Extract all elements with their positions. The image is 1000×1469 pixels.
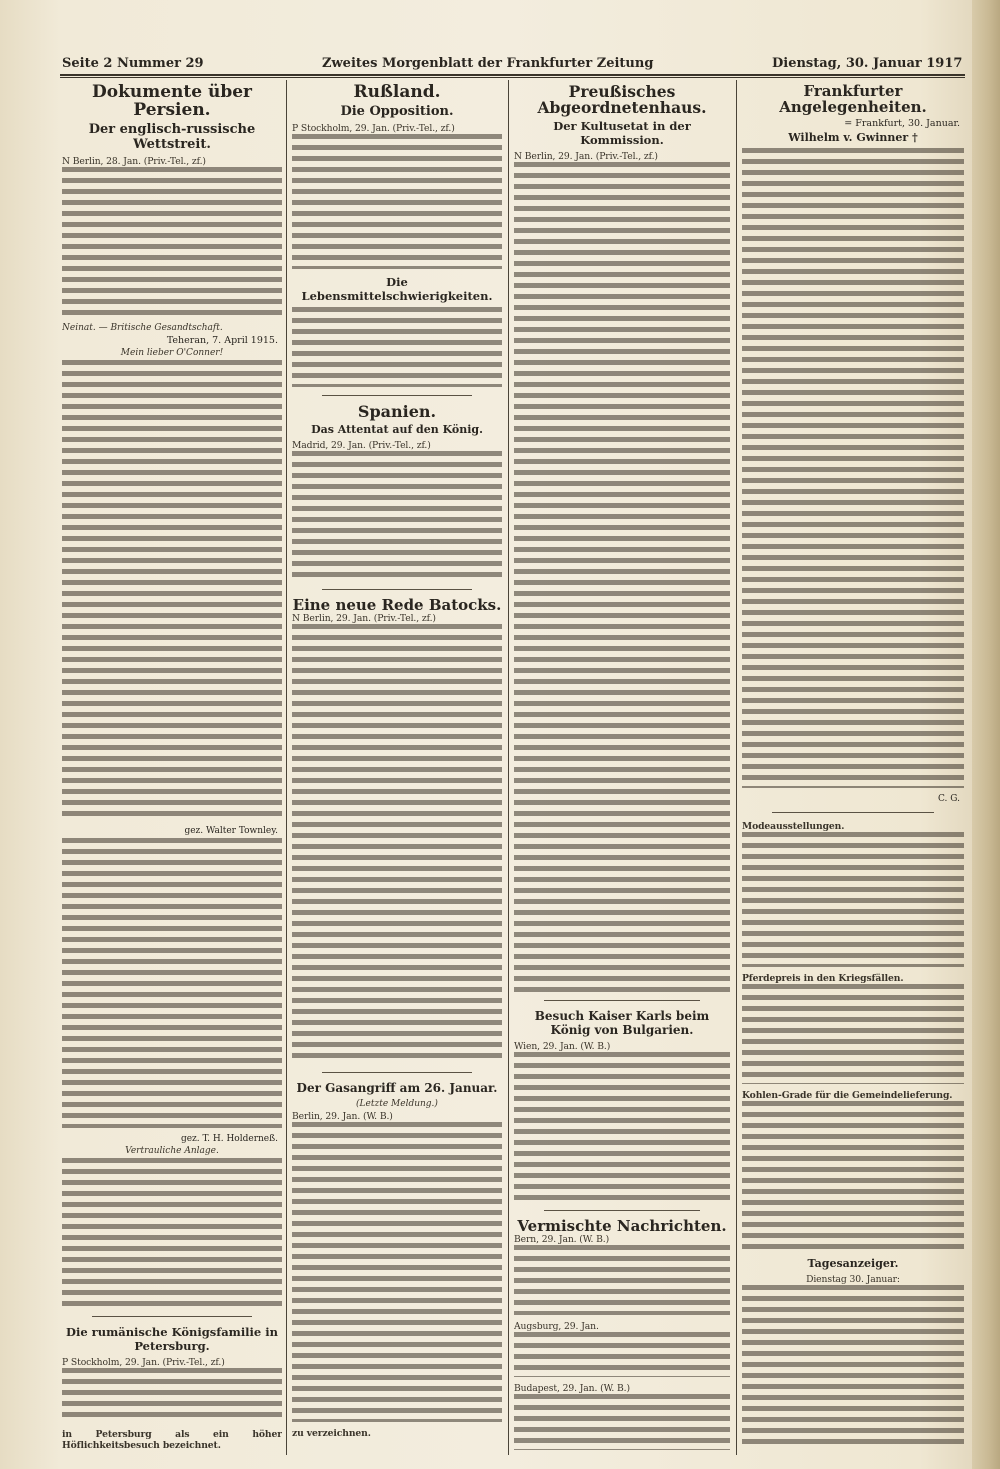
dateline: Budapest, 29. Jan. (W. B.) bbox=[514, 1383, 630, 1395]
annex-label: Vertrauliche Anlage. bbox=[125, 1145, 219, 1156]
dateline: Wien, 29. Jan. (W. B.) bbox=[514, 1040, 611, 1052]
signature: gez. Walter Townley. bbox=[184, 825, 278, 836]
separator bbox=[544, 1000, 700, 1001]
subhead-food: Die Lebensmittelschwierigkeiten. bbox=[301, 274, 493, 303]
dateline: Berlin, 29. Jan. (W. B.) bbox=[292, 1111, 393, 1123]
article-text bbox=[514, 1394, 730, 1450]
subhead-kultus: Der Kultusetat in der Kommission. bbox=[553, 118, 691, 147]
subhead-gas-attack: Der Gasangriff am 26. Januar. bbox=[296, 1081, 498, 1096]
masthead-rule bbox=[60, 74, 965, 76]
headline-spain: Spanien. bbox=[357, 401, 437, 421]
column-4 bbox=[742, 80, 964, 1450]
dateline: = Frankfurt, 30. Januar. bbox=[844, 117, 960, 129]
edition-title: Zweites Morgenblatt der Frankfurter Zeitung bbox=[322, 56, 654, 71]
article-text bbox=[62, 360, 282, 820]
column-rule bbox=[508, 80, 509, 1455]
article-text bbox=[514, 1332, 730, 1377]
subhead-opposition: Die Opposition. bbox=[340, 103, 454, 119]
article-text bbox=[514, 162, 730, 992]
subhead-kaiser-visit: Besuch Kaiser Karls beim König von Bulgarien. bbox=[534, 1008, 710, 1037]
section-label: Pferdepreis in den Kriegsfällen. bbox=[742, 972, 904, 984]
dateline: N Berlin, 28. Jan. (Priv.-Tel., zf.) bbox=[62, 155, 206, 167]
column-2 bbox=[292, 80, 502, 1450]
subhead-romania: Die rumänische Königsfamilie in Petersburg. bbox=[66, 1324, 278, 1353]
dateline: Madrid, 29. Jan. (Priv.-Tel., zf.) bbox=[292, 439, 431, 451]
article-text bbox=[742, 148, 964, 788]
article-text bbox=[62, 1158, 282, 1308]
separator bbox=[772, 812, 934, 813]
headline-russia: Rußland. bbox=[353, 82, 441, 102]
article-text bbox=[742, 984, 964, 1084]
article-text bbox=[292, 1122, 502, 1422]
article-text bbox=[514, 1245, 730, 1315]
article-text bbox=[292, 624, 502, 1064]
headline-persia: Dokumente über Persien. bbox=[92, 82, 252, 120]
signature: C. G. bbox=[937, 793, 960, 804]
column-rule bbox=[736, 80, 737, 1455]
note: Neinat. — Britische Gesandtschaft. bbox=[62, 322, 223, 333]
article-text bbox=[62, 838, 282, 1128]
issue-date: Dienstag, 30. Januar 1917 bbox=[772, 56, 963, 71]
column-3 bbox=[514, 80, 730, 1450]
headline-prussia: Preußisches Abgeordnetenhaus. bbox=[537, 82, 707, 118]
headline-batocki: Eine neue Rede Batocks. bbox=[292, 595, 502, 614]
headline-misc: Vermischte Nachrichten. bbox=[517, 1216, 727, 1235]
separator bbox=[92, 1316, 252, 1317]
letter-salutation: Mein lieber O'Conner! bbox=[120, 347, 224, 358]
article-text bbox=[742, 1101, 964, 1251]
column-rule bbox=[286, 80, 287, 1455]
section-label: Modeausstellungen. bbox=[742, 820, 845, 832]
article-text bbox=[514, 1052, 730, 1202]
masthead-rule-thin bbox=[60, 77, 965, 78]
dateline: Augsburg, 29. Jan. bbox=[514, 1321, 599, 1333]
listing-text bbox=[742, 1285, 964, 1451]
separator bbox=[544, 1210, 700, 1211]
subhead-attentat: Das Attentat auf den König. bbox=[311, 422, 483, 436]
separator bbox=[322, 1072, 472, 1073]
dateline: P Stockholm, 29. Jan. (Priv.-Tel., zf.) bbox=[292, 122, 455, 134]
separator bbox=[322, 395, 472, 396]
section-label: Kohlen-Grade für die Gemeindelieferung. bbox=[742, 1089, 953, 1101]
headline-frankfurt: Frankfurter Angelegenheiten. bbox=[779, 82, 927, 116]
article-text bbox=[292, 451, 502, 581]
dateline: P Stockholm, 29. Jan. (Priv.-Tel., zf.) bbox=[62, 1356, 225, 1368]
dateline: N Berlin, 29. Jan. (Priv.-Tel., zf.) bbox=[514, 150, 658, 162]
page-number: Seite 2 Nummer 29 bbox=[62, 56, 204, 71]
column-1 bbox=[62, 80, 282, 1450]
subhead-tagesanzeiger: Tagesanzeiger. bbox=[807, 1256, 899, 1270]
article-text bbox=[62, 167, 282, 317]
subhead-gwinner: Wilhelm v. Gwinner † bbox=[788, 130, 918, 144]
article-text bbox=[292, 134, 502, 269]
separator bbox=[322, 589, 472, 590]
article-text bbox=[742, 832, 964, 967]
article-text bbox=[62, 1368, 282, 1423]
listing-date: Dienstag 30. Januar: bbox=[806, 1273, 900, 1285]
note: (Letzte Meldung.) bbox=[356, 1099, 438, 1110]
article-text bbox=[292, 307, 502, 387]
footer-line: in Petersburg als ein höher Höflichkeitsbesuch bezeichnet. bbox=[62, 1428, 282, 1450]
masthead bbox=[62, 56, 962, 76]
footer-line: zu verzeichnen. bbox=[292, 1428, 371, 1440]
letter-date: Teheran, 7. April 1915. bbox=[166, 334, 278, 346]
binding-edge bbox=[972, 0, 1000, 1469]
dateline: Bern, 29. Jan. (W. B.) bbox=[514, 1234, 610, 1246]
dateline: N Berlin, 29. Jan. (Priv.-Tel., zf.) bbox=[292, 613, 436, 625]
signature: gez. T. H. Holderneß. bbox=[180, 1133, 278, 1144]
subhead-rivalry: Der englisch-russische Wettstreit. bbox=[88, 121, 256, 152]
